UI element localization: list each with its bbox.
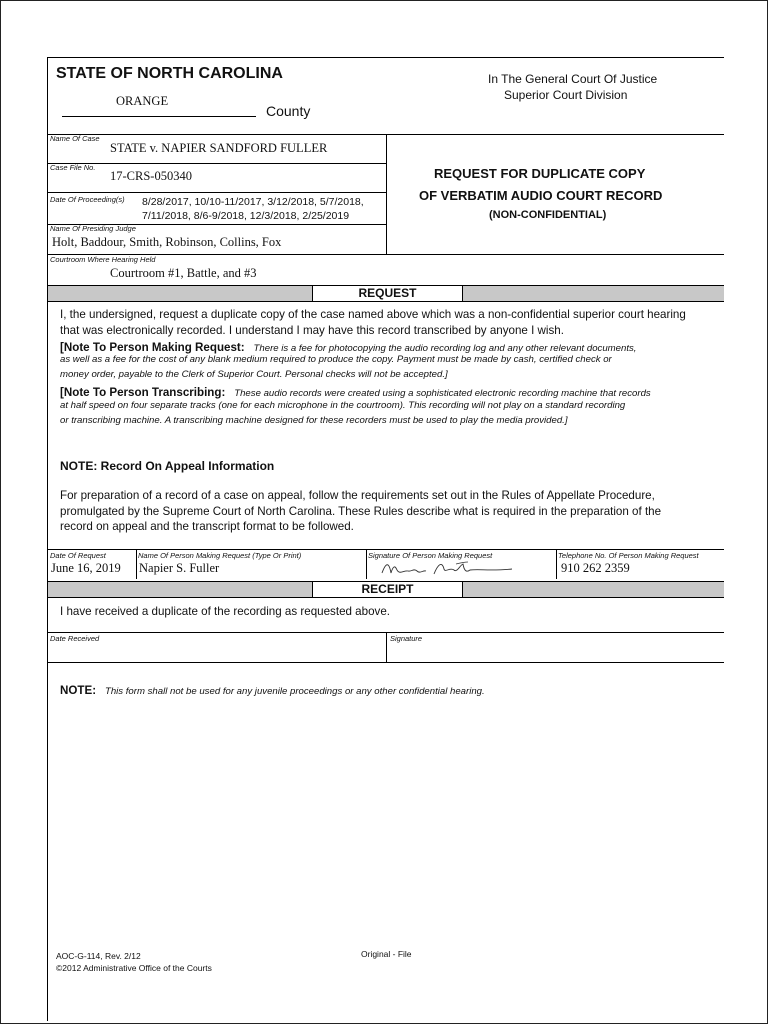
rule bbox=[366, 549, 367, 579]
rule bbox=[48, 192, 386, 193]
note2-line-2: at half speed on four separate tracks (one for each microphone in the courtroom). This recording will not play on a standard recording bbox=[60, 400, 626, 411]
request-bar bbox=[48, 285, 724, 302]
request-intro-line-1 bbox=[60, 307, 686, 323]
presiding-judge-label: Name Of Presiding Judge bbox=[50, 224, 136, 233]
form-title-line-1: REQUEST FOR DUPLICATE COPY bbox=[434, 166, 646, 181]
court-form bbox=[47, 57, 724, 1021]
receipt-bar bbox=[48, 581, 724, 598]
name-of-case-value: STATE v. NAPIER SANDFORD FULLER bbox=[110, 141, 328, 155]
request-intro-line-2: that was electronically recorded. I understand I may have this record transcribed by anyone I wish. bbox=[60, 324, 564, 337]
requester-signature bbox=[378, 558, 518, 580]
hearing-type-fill: superior court hearing bbox=[573, 308, 686, 321]
receipt-text: I have received a duplicate of the recording as requested above. bbox=[60, 605, 390, 618]
courtroom-label: Courtroom Where Hearing Held bbox=[50, 255, 156, 264]
courtroom-value: Courtroom #1, Battle, and #3 bbox=[110, 266, 257, 280]
rule bbox=[48, 549, 724, 550]
appeal-line-3: record on appeal and the transcript format to be followed. bbox=[60, 520, 354, 533]
note2-label: [Note To Person Transcribing: bbox=[60, 386, 226, 399]
requester-name-value: Napier S. Fuller bbox=[139, 561, 220, 575]
rule bbox=[386, 632, 387, 662]
copyright: ©2012 Administrative Office of the Courts bbox=[56, 963, 212, 973]
requester-phone-value: 910 262 2359 bbox=[561, 561, 630, 575]
form-title-line-2: OF VERBATIM AUDIO COURT RECORD bbox=[419, 188, 663, 203]
case-file-no-value: 17-CRS-050340 bbox=[110, 169, 192, 183]
date-of-request-label: Date Of Request bbox=[50, 551, 106, 560]
presiding-judge-value: Holt, Baddour, Smith, Robinson, Collins, Fox bbox=[52, 235, 282, 249]
note1-line-1: There is a fee for photocopying the audio recording log and any other relevant documents, bbox=[253, 343, 637, 354]
receipt-signature-label: Signature bbox=[390, 634, 423, 643]
date-of-request-value: June 16, 2019 bbox=[51, 561, 121, 575]
rule bbox=[48, 163, 386, 164]
note1-label: [Note To Person Making Request: bbox=[60, 341, 245, 354]
confidential-note-label: NOTE: bbox=[60, 684, 97, 697]
note2-line-3: or transcribing machine. A transcribing machine designed for these recorders must be used to play the media provided.] bbox=[60, 415, 568, 426]
receipt-heading: RECEIPT bbox=[312, 581, 463, 598]
form-title-line-3: (NON-CONFIDENTIAL) bbox=[489, 209, 607, 221]
date-of-proceeding-label: Date Of Proceeding(s) bbox=[50, 195, 125, 204]
county-underline bbox=[62, 116, 256, 117]
state-title: STATE OF NORTH CAROLINA bbox=[56, 65, 283, 82]
appeal-heading: NOTE: Record On Appeal Information bbox=[60, 459, 275, 473]
rule bbox=[386, 134, 387, 254]
court-line-1: In The General Court Of Justice bbox=[488, 72, 658, 86]
date-of-proceeding-line-2: 7/11/2018, 8/6-9/2018, 12/3/2018, 2/25/2019 bbox=[142, 210, 350, 222]
confidential-note bbox=[60, 681, 485, 699]
rule bbox=[136, 549, 137, 579]
court-line-2: Superior Court Division bbox=[504, 88, 628, 102]
request-intro-text: I, the undersigned, request a duplicate copy of the case named above which was a non-confidential bbox=[60, 308, 570, 321]
note1-line-3: money order, payable to the Clerk of Superior Court. Personal checks will not be accepted.] bbox=[60, 369, 448, 380]
note-person-transcribing bbox=[60, 383, 651, 401]
distribution: Original - File bbox=[361, 949, 412, 959]
appeal-line-2: promulgated by the Supreme Court of North Carolina. These Rules describe what is required in the preparation of the bbox=[60, 505, 662, 518]
form-number: AOC-G-114, Rev. 2/12 bbox=[56, 951, 141, 961]
appeal-line-1: For preparation of a record of a case on appeal, follow the requirements set out in the Rules of Appellate Procedure, bbox=[60, 489, 655, 502]
note1-line-2: as well as a fee for the cost of any blank medium required to produce the copy. Payment must be made by cash, certified check or bbox=[60, 354, 612, 365]
requester-phone-label: Telephone No. Of Person Making Request bbox=[558, 551, 699, 560]
county-label: County bbox=[266, 103, 311, 119]
requester-signature-label: Signature Of Person Making Request bbox=[368, 551, 493, 560]
county-value: ORANGE bbox=[116, 94, 169, 108]
request-heading: REQUEST bbox=[312, 285, 463, 302]
requester-name-label: Name Of Person Making Request (Type Or Print) bbox=[138, 551, 302, 560]
date-of-proceeding-line-1: 8/28/2017, 10/10-11/2017, 3/12/2018, 5/7/2018, bbox=[142, 196, 364, 208]
case-file-no-label: Case File No. bbox=[50, 163, 96, 172]
rule bbox=[48, 662, 724, 663]
confidential-note-text: This form shall not be used for any juvenile proceedings or any other confidential hearing. bbox=[104, 686, 485, 697]
note2-line-1: These audio records were created using a sophisticated electronic recording machine that records bbox=[234, 388, 651, 399]
rule bbox=[556, 549, 557, 579]
name-of-case-label: Name Of Case bbox=[50, 134, 100, 143]
date-received-label: Date Received bbox=[50, 634, 100, 643]
